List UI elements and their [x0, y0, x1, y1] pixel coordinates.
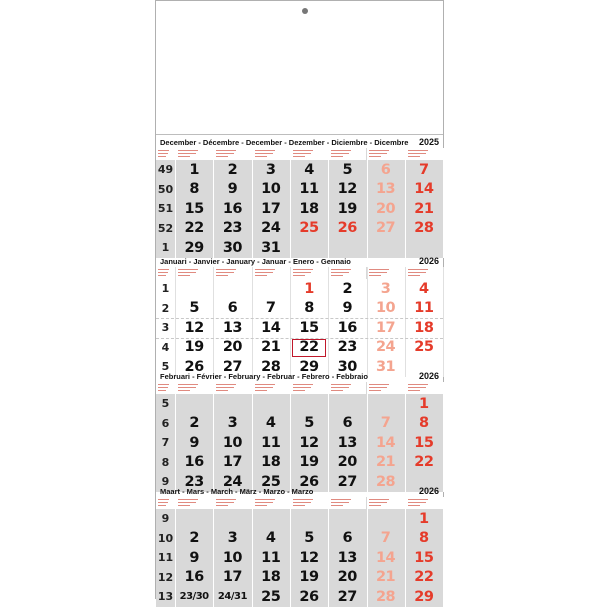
weekday-header-cell [156, 497, 175, 509]
day-cell[interactable]: 27 [337, 588, 357, 605]
weekday-header-cell [175, 382, 213, 394]
week-row [156, 219, 443, 239]
month-name: December - Décembre - December - Dezember - Diciembre - Dicembre [160, 137, 409, 147]
week-number: 9 [161, 475, 170, 489]
day-cell[interactable]: 14 [261, 319, 281, 336]
week-number: 8 [161, 455, 170, 469]
day-cell[interactable]: 26 [184, 358, 204, 375]
day-cell[interactable]: 20 [375, 200, 396, 217]
week-number: 6 [161, 416, 170, 430]
weekday-header-cell [175, 497, 213, 509]
day-cell[interactable]: 23/30 [179, 591, 209, 603]
day-cell[interactable]: 23 [222, 220, 243, 237]
day-cell[interactable]: 4 [265, 530, 276, 547]
day-cell[interactable]: 23 [337, 339, 357, 356]
day-cell[interactable]: 24 [222, 473, 243, 490]
weekday-header-cell [328, 148, 366, 160]
weekday-header-row [156, 382, 443, 394]
weekday-header-cell [328, 382, 366, 394]
day-cell[interactable]: 28 [261, 358, 281, 375]
day-cell[interactable]: 17 [222, 569, 243, 586]
day-cell[interactable]: 4 [419, 280, 429, 297]
week-number: 50 [157, 182, 174, 196]
day-cell[interactable]: 18 [414, 319, 434, 336]
day-cell[interactable]: 6 [227, 300, 238, 317]
weekday-header-cell [290, 497, 328, 509]
day-cell[interactable]: 21 [375, 454, 396, 471]
day-cell[interactable]: 13 [337, 549, 357, 566]
weekday-header-cell [405, 148, 443, 160]
hanging-hole [302, 8, 308, 14]
week-row [156, 318, 443, 338]
day-cell[interactable]: 7 [380, 415, 391, 432]
day-cell[interactable]: 18 [261, 454, 281, 471]
day-cell[interactable]: 22 [414, 569, 434, 586]
day-cell[interactable]: 11 [414, 300, 434, 317]
day-cell[interactable]: 6 [342, 530, 353, 547]
day-cell[interactable]: 24 [261, 220, 281, 237]
month-name: Januari - Janvier - January - Januar - Enero - Gennaio [160, 256, 351, 266]
month-name: Februari - Février - February - Februar - Febrero - Febbraio [160, 371, 368, 381]
day-cell[interactable]: 29 [414, 588, 434, 605]
week-number: 1 [161, 241, 170, 255]
day-cell[interactable]: 3 [227, 530, 238, 547]
day-cell[interactable]: 31 [261, 239, 281, 256]
column-separator [443, 382, 444, 492]
day-cell[interactable]: 28 [375, 473, 396, 490]
day-cell[interactable]: 25 [261, 588, 281, 605]
day-cell[interactable]: 14 [414, 181, 434, 198]
day-cell[interactable]: 25 [414, 339, 434, 356]
weekday-header-cell [213, 382, 251, 394]
day-cell[interactable]: 27 [375, 220, 396, 237]
day-cell[interactable]: 25 [299, 220, 319, 237]
month-title [156, 255, 443, 267]
day-cell[interactable]: 12 [299, 434, 319, 451]
day-cell[interactable]: 29 [184, 239, 204, 256]
week-number: 3 [161, 321, 170, 335]
weekday-header-cell [290, 382, 328, 394]
weekday-header-cell [175, 148, 213, 160]
weekday-header-cell [366, 267, 404, 279]
month-block [156, 255, 443, 375]
day-cell[interactable]: 6 [342, 415, 353, 432]
month-title [156, 136, 443, 148]
day-cell[interactable]: 9 [227, 181, 238, 198]
week-number: 51 [157, 202, 174, 216]
day-cell[interactable]: 1 [304, 280, 314, 297]
day-cell[interactable]: 3 [380, 280, 391, 297]
day-cell[interactable]: 16 [184, 569, 204, 586]
week-row [156, 414, 443, 434]
day-cell[interactable]: 1 [419, 395, 429, 412]
day-cell[interactable]: 22 [414, 454, 434, 471]
week-row [156, 509, 443, 529]
weekday-header-cell [156, 382, 175, 394]
day-cell[interactable]: 20 [222, 339, 243, 356]
day-cell[interactable]: 9 [342, 300, 353, 317]
column-separator [443, 497, 444, 607]
day-cell[interactable]: 9 [189, 549, 199, 566]
day-cell[interactable]: 19 [299, 569, 319, 586]
month-year: 2025 [418, 137, 439, 147]
day-cell[interactable]: 11 [261, 434, 281, 451]
day-cell[interactable]: 5 [304, 530, 314, 547]
week-row [156, 587, 443, 607]
day-cell[interactable]: 25 [261, 473, 281, 490]
weekday-header-cell [252, 148, 290, 160]
day-cell[interactable]: 30 [337, 358, 357, 375]
weekday-header-row [156, 267, 443, 279]
day-cell[interactable]: 12 [184, 319, 204, 336]
day-cell[interactable]: 24/31 [217, 591, 247, 603]
week-number: 49 [157, 163, 174, 177]
day-cell[interactable]: 5 [304, 415, 314, 432]
month-name: Maart - Mars - March - März - Marzo - Marzo [160, 486, 314, 496]
day-cell[interactable]: 17 [261, 200, 281, 217]
day-cell[interactable]: 10 [261, 181, 281, 198]
weekday-header-cell [290, 148, 328, 160]
day-cell[interactable]: 11 [261, 549, 281, 566]
day-cell[interactable]: 8 [419, 530, 429, 547]
day-cell[interactable]: 24 [375, 339, 396, 356]
day-cell[interactable]: 16 [337, 319, 357, 336]
day-cell[interactable]: 15 [414, 434, 434, 451]
day-cell[interactable]: 2 [189, 530, 199, 547]
weekday-header-cell [252, 497, 290, 509]
day-cell[interactable]: 4 [265, 415, 276, 432]
day-cell[interactable]: 8 [304, 300, 314, 317]
month-title [156, 485, 443, 497]
day-cell[interactable]: 4 [304, 161, 314, 178]
day-cell[interactable]: 17 [222, 454, 243, 471]
day-cell[interactable]: 29 [299, 358, 319, 375]
week-row [156, 433, 443, 453]
day-cell[interactable]: 15 [414, 549, 434, 566]
day-cell[interactable]: 28 [375, 588, 396, 605]
day-cell[interactable]: 8 [189, 181, 199, 198]
day-cell[interactable]: 21 [414, 200, 434, 217]
weekday-header-cell [252, 267, 290, 279]
week-number: 4 [161, 340, 170, 354]
week-row [156, 160, 443, 180]
week-row [156, 299, 443, 319]
weekday-header-cell [328, 497, 366, 509]
day-cell[interactable]: 1 [189, 161, 199, 178]
day-cell[interactable]: 10 [375, 300, 396, 317]
weekday-header-cell [366, 497, 404, 509]
weekday-header-cell [156, 148, 175, 160]
weekday-header-row [156, 148, 443, 160]
day-cell[interactable]: 21 [261, 339, 281, 356]
week-number: 13 [157, 590, 174, 604]
week-number: 7 [161, 436, 170, 450]
week-number: 11 [157, 551, 174, 565]
day-cell[interactable]: 19 [184, 339, 204, 356]
day-cell[interactable]: 16 [222, 200, 243, 217]
day-cell[interactable]: 23 [184, 473, 204, 490]
day-cell[interactable]: 19 [337, 200, 357, 217]
day-cell[interactable]: 15 [299, 319, 319, 336]
weekday-header-cell [405, 382, 443, 394]
day-cell[interactable]: 10 [222, 434, 243, 451]
week-row [156, 199, 443, 219]
day-cell[interactable]: 13 [375, 181, 396, 198]
week-row [156, 548, 443, 568]
day-cell[interactable]: 21 [375, 569, 396, 586]
weekday-header-cell [252, 382, 290, 394]
day-cell[interactable]: 19 [299, 454, 319, 471]
month-year: 2026 [418, 371, 439, 381]
weekday-header-cell [366, 382, 404, 394]
week-divider [156, 318, 443, 319]
weekday-header-cell [405, 497, 443, 509]
week-row [156, 180, 443, 200]
day-cell[interactable]: 27 [222, 358, 243, 375]
day-cell[interactable]: 15 [184, 200, 204, 217]
month-title [156, 370, 443, 382]
day-cell[interactable]: 7 [265, 300, 276, 317]
advertising-header-space [156, 1, 443, 135]
day-cell[interactable]: 5 [189, 300, 199, 317]
weekday-header-cell [213, 497, 251, 509]
day-cell[interactable]: 26 [299, 473, 319, 490]
month-block [156, 485, 443, 605]
weekday-header-cell [156, 267, 175, 279]
day-cell[interactable]: 14 [375, 434, 396, 451]
day-cell[interactable]: 18 [261, 569, 281, 586]
weekday-header-cell [213, 267, 251, 279]
weekday-header-cell [290, 267, 328, 279]
weekday-header-row [156, 497, 443, 509]
day-cell[interactable]: 3 [227, 415, 238, 432]
week-row [156, 568, 443, 588]
day-cell[interactable]: 10 [222, 549, 243, 566]
day-cell[interactable]: 8 [419, 415, 429, 432]
day-cell[interactable]: 20 [337, 454, 357, 471]
week-number: 2 [161, 301, 170, 315]
weekday-header-cell [175, 267, 213, 279]
day-cell[interactable]: 22 [299, 339, 319, 356]
column-separator [443, 267, 444, 377]
month-block [156, 136, 443, 256]
day-cell[interactable]: 12 [337, 181, 357, 198]
day-cell[interactable]: 9 [189, 434, 199, 451]
day-cell[interactable]: 13 [222, 319, 243, 336]
day-cell[interactable]: 1 [419, 510, 429, 527]
week-row [156, 453, 443, 473]
day-cell[interactable]: 12 [299, 549, 319, 566]
month-year: 2026 [418, 486, 439, 496]
wall-calendar [155, 0, 444, 605]
week-number: 10 [157, 531, 174, 545]
week-number: 52 [157, 221, 174, 235]
day-cell[interactable]: 30 [222, 239, 243, 256]
week-row [156, 279, 443, 299]
day-cell[interactable]: 11 [299, 181, 319, 198]
day-cell[interactable]: 14 [375, 549, 396, 566]
month-year: 2026 [418, 256, 439, 266]
weekday-header-cell [366, 148, 404, 160]
day-cell[interactable]: 17 [375, 319, 396, 336]
week-number: 1 [161, 282, 170, 296]
month-block [156, 370, 443, 490]
day-cell[interactable]: 31 [375, 358, 396, 375]
week-row [156, 394, 443, 414]
weekday-header-cell [213, 148, 251, 160]
week-row [156, 529, 443, 549]
week-number: 12 [157, 570, 174, 584]
week-number: 9 [161, 512, 170, 526]
day-cell[interactable]: 28 [414, 220, 434, 237]
day-cell[interactable]: 2 [342, 280, 353, 297]
column-separator [443, 148, 444, 258]
current-day-marker [292, 339, 326, 358]
day-cell[interactable]: 18 [299, 200, 319, 217]
day-cell[interactable]: 22 [184, 220, 204, 237]
weekday-header-cell [405, 267, 443, 279]
day-cell[interactable]: 27 [337, 473, 357, 490]
day-cell[interactable]: 5 [342, 161, 353, 178]
day-cell[interactable]: 20 [337, 569, 357, 586]
day-cell[interactable]: 3 [265, 161, 276, 178]
day-cell[interactable]: 7 [380, 530, 391, 547]
day-cell[interactable]: 6 [380, 161, 391, 178]
weekday-header-cell [328, 267, 366, 279]
day-cell[interactable]: 13 [337, 434, 357, 451]
day-cell[interactable]: 26 [337, 220, 357, 237]
week-number: 5 [161, 397, 170, 411]
day-cell[interactable]: 2 [227, 161, 238, 178]
day-cell[interactable]: 16 [184, 454, 204, 471]
day-cell[interactable]: 26 [299, 588, 319, 605]
week-number: 5 [161, 360, 170, 374]
day-cell[interactable]: 2 [189, 415, 199, 432]
day-cell[interactable]: 7 [419, 161, 429, 178]
